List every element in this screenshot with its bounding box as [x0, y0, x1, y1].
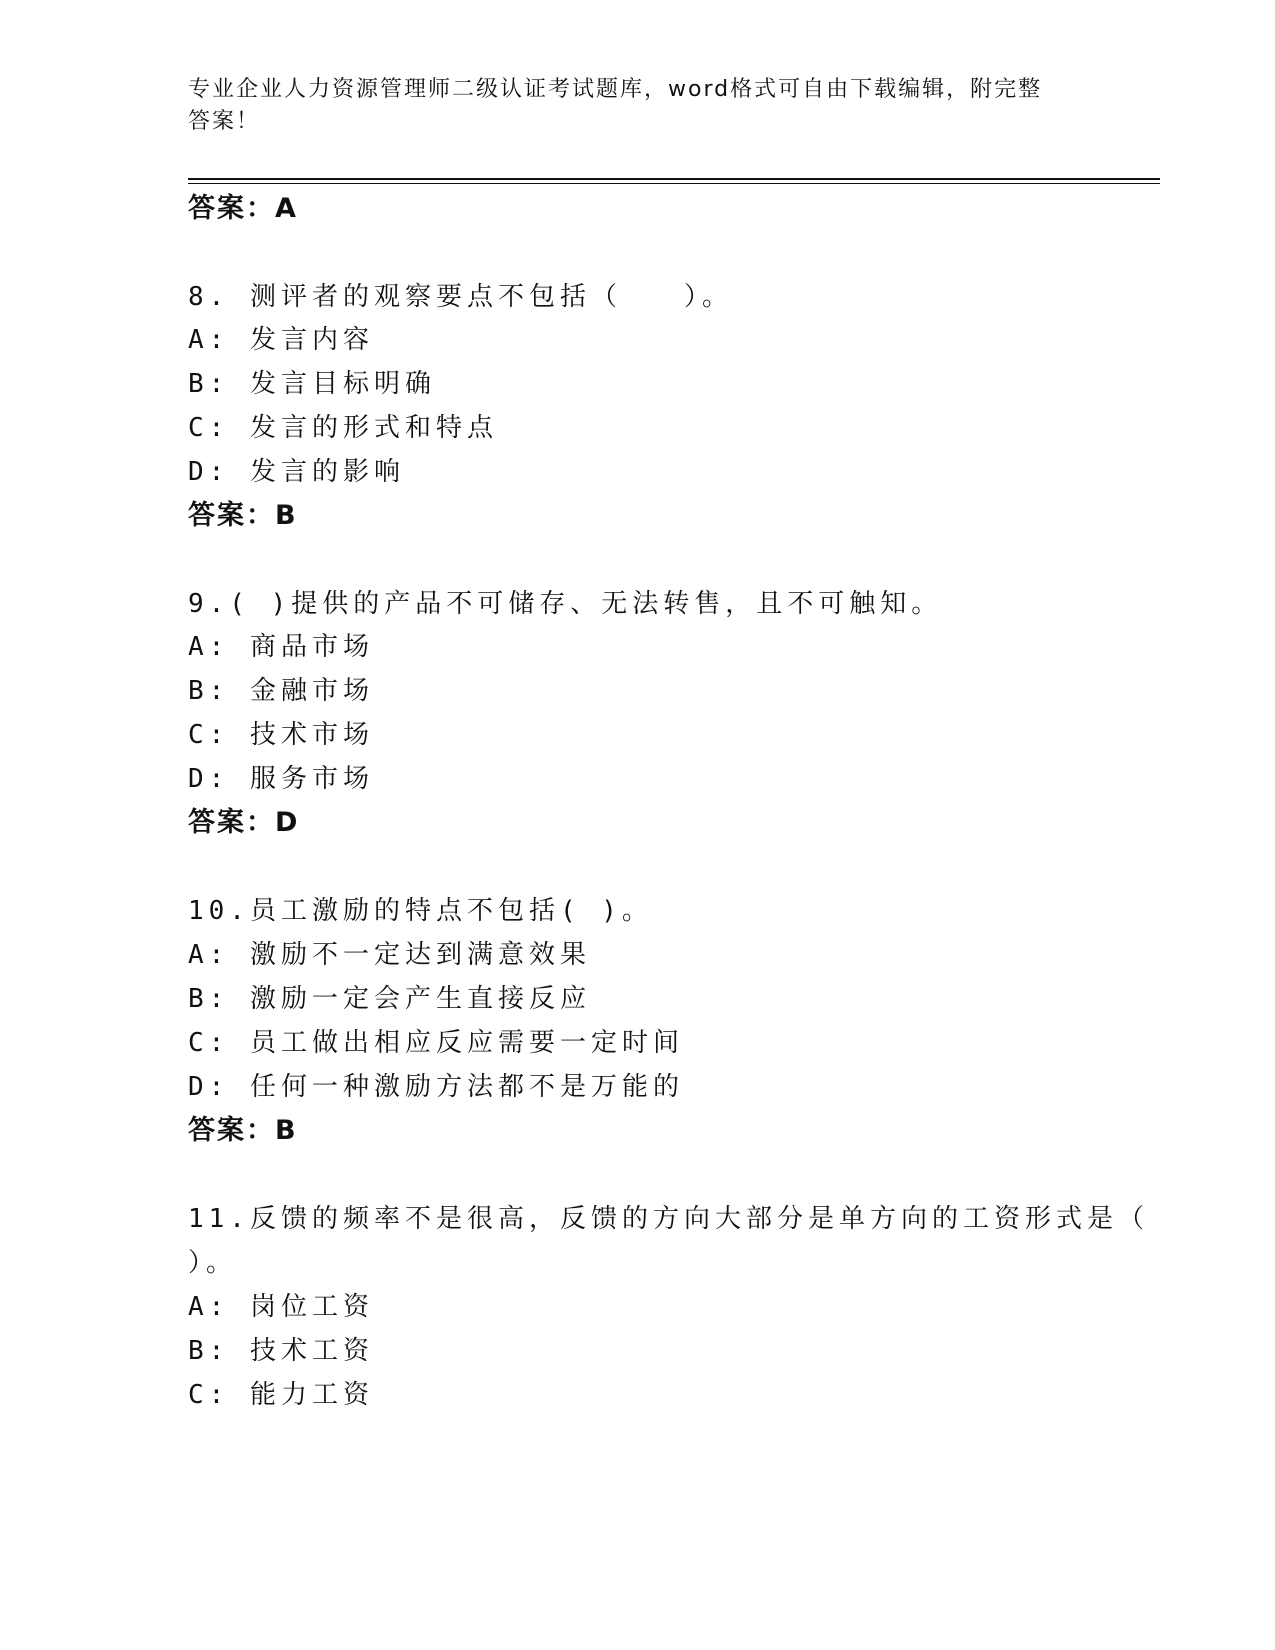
question-9-option-a: A: 商品市场 — [188, 632, 374, 662]
question-8-stem: 8. 测评者的观察要点不包括（ ）。 — [188, 282, 733, 312]
question-10-option-b: B: 激励一定会产生直接反应 — [188, 984, 591, 1014]
header-divider-thin — [188, 183, 1160, 184]
question-11-stem-line-2: ）。 — [188, 1248, 238, 1278]
question-9-answer: 答案：D — [188, 807, 300, 838]
header-divider — [188, 178, 1160, 180]
question-11-option-b: B: 技术工资 — [188, 1336, 374, 1366]
question-10-option-d: D: 任何一种激励方法都不是万能的 — [188, 1072, 684, 1102]
question-10-answer: 答案：B — [188, 1115, 298, 1146]
page-header — [188, 74, 1068, 138]
question-8-option-b: B: 发言目标明确 — [188, 369, 436, 399]
question-11-option-a: A: 岗位工资 — [188, 1292, 374, 1322]
header-line-2: 答案！ — [188, 109, 261, 134]
question-11-stem-line-1: 11.反馈的频率不是很高，反馈的方向大部分是单方向的工资形式是（ — [188, 1204, 1149, 1234]
question-9-option-c: C: 技术市场 — [188, 720, 374, 750]
question-10-option-c: C: 员工做出相应反应需要一定时间 — [188, 1028, 684, 1058]
question-8-option-a: A: 发言内容 — [188, 325, 374, 355]
question-10-stem: 10.员工激励的特点不包括( )。 — [188, 896, 653, 926]
question-8-answer: 答案：B — [188, 500, 298, 531]
question-9-option-b: B: 金融市场 — [188, 676, 374, 706]
question-10-option-a: A: 激励不一定达到满意效果 — [188, 940, 591, 970]
question-8-option-c: C: 发言的形式和特点 — [188, 413, 498, 443]
question-8-option-d: D: 发言的影响 — [188, 457, 405, 487]
answer-line: 答案：A — [188, 193, 298, 224]
question-11-option-c: C: 能力工资 — [188, 1380, 374, 1410]
header-line-1: 专业企业人力资源管理师二级认证考试题库，word格式可自由下载编辑，附完整 — [188, 77, 1043, 102]
question-9-stem: 9.( )提供的产品不可储存、无法转售，且不可触知。 — [188, 589, 943, 619]
question-9-option-d: D: 服务市场 — [188, 764, 374, 794]
